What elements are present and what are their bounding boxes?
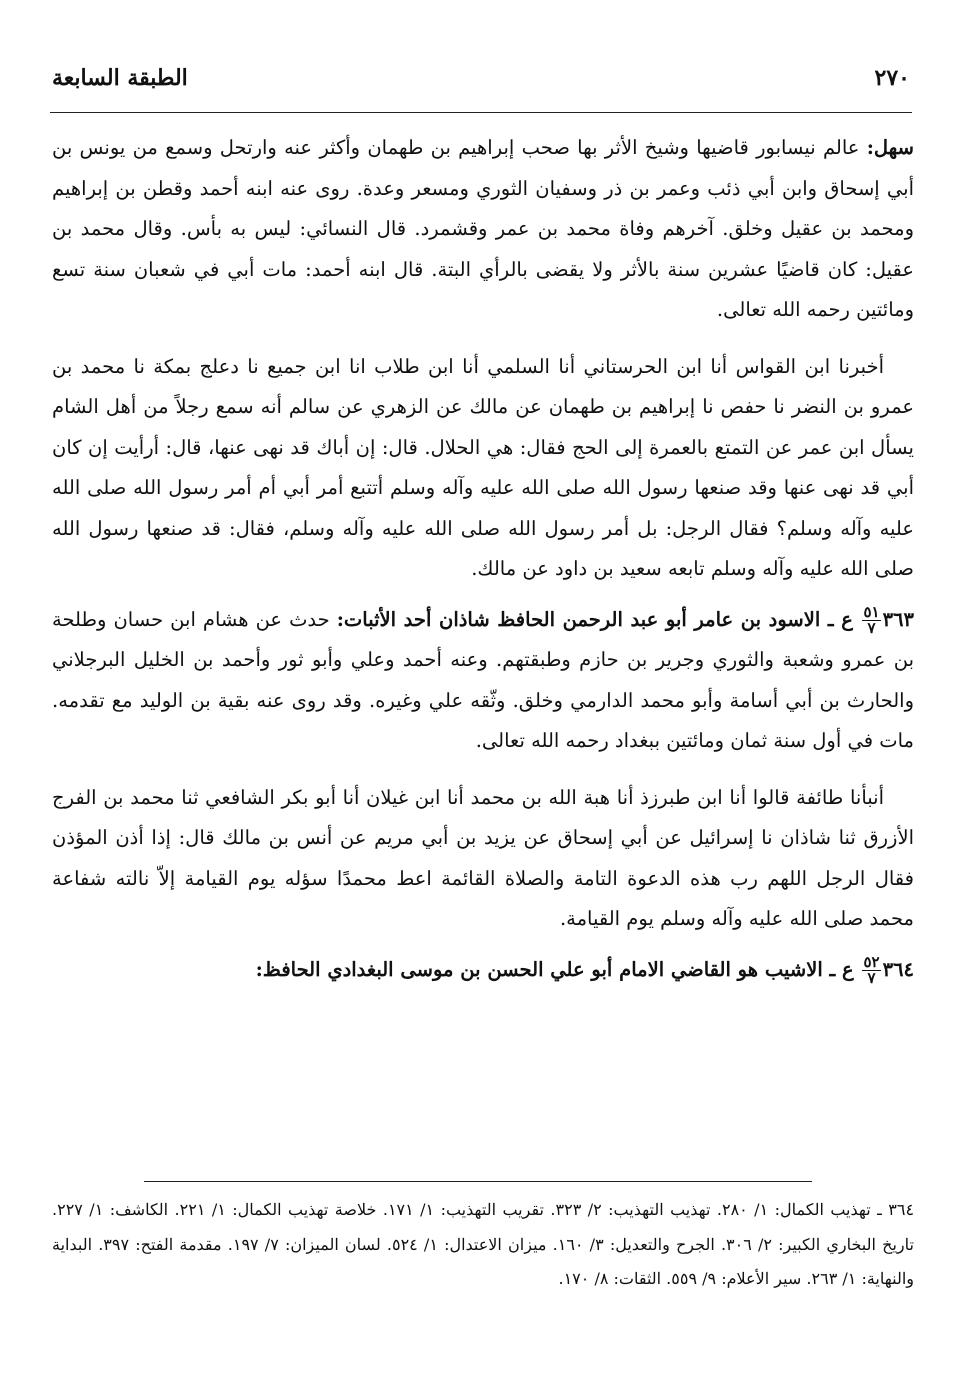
- page-header: [52, 58, 910, 98]
- entry-number: ٣٦٣: [882, 607, 914, 631]
- footnote-364: ٣٦٤ ـ تهذيب الكمال: ١/ ٢٨٠. تهذيب التهذيب: ٢/ ٣٢٣. تقريب التهذيب: ١/ ١٧١. خلاصة تهذيب الكمال: ١/ ٢٢١. الكاشف: ١/ ٢٢٧. تاريخ البخاري الكبير: ٢/ ٣٠٦. الجرح والتعديل: ٣/ ١٦٠. ميزان الاعتدال: ١/ ٥٢٤. لسان الميزان: ٧/ ١٩٧. مقدمة الفتح: ٣٩٧. البداية والنهاية: ١/ ٢٦٣. سير الأعلام: ٩/ ٥٥٩. الثقات: ٨/ ١٧٠.: [52, 1200, 915, 1288]
- paragraph-gap: [52, 590, 914, 600]
- paragraph-text: أخبرنا ابن القواس أنا ابن الحرستاني أنا السلمي أنا ابن طلاب انا ابن جميع نا دعلج بمكة نا محمد بن عمرو بن النضر نا حفص نا إبراهيم بن طهمان عن مالك عن الزهري عن سالم أنه سمع رجلاً من أهل الشام يسأل ابن عمر عن التمتع بالعمرة إلى الحج فقال: هي الحلال. قال: إن أباك قد نهى عنها، قال: أرأيت إن كان أبي قد نهى عنها وقد صنعها رسول الله صلى الله عليه وآله وسلم أتتبع أمر أبي أم أمر رسول الله صلى الله عليه وآله وسلم؟ فقال الرجل: بل أمر رسول الله صلى الله عليه وآله وسلم، فقال: قد صنعها رسول الله صلى الله عليه وآله وسلم تابعه سعيد بن داود عن مالك.: [52, 354, 914, 580]
- entry-heading: ع ـ الاسود بن عامر أبو عبد الرحمن الحافظ شاذان أحد الأثبات:: [336, 607, 861, 631]
- entry-364: [52, 950, 914, 991]
- footnote-rule: [144, 1181, 812, 1182]
- footnotes: [52, 1193, 914, 1297]
- paragraph-gap: [52, 331, 914, 347]
- fraction-numerator: ٥٢: [863, 952, 880, 971]
- entry-lead-name: سهل:: [866, 136, 914, 159]
- header-rule: [50, 112, 912, 113]
- paragraph-hadith-1: [52, 347, 914, 590]
- entry-number: ٣٦٤: [882, 957, 914, 981]
- entry-fraction: [862, 602, 880, 637]
- paragraph-gap: [52, 762, 914, 778]
- paragraph-sahl: [52, 128, 914, 331]
- paragraph-text: حدث عن هشام ابن حسان وطلحة بن عمرو وشعبة والثوري وجرير بن حازم وطبقتهم. وعنه أحمد وعلي وأبو ثور وأحمد بن الخليل البرجلاني والحارث بن أبي أسامة وأبو محمد الدارمي وخلق. وثّقه علي وغيره. وقد روى عنه بقية بن الوليد مع تقدمه. مات في أول سنة ثمان ومائتين ببغداد رحمه الله تعالى.: [52, 607, 914, 752]
- fraction-denominator: ٧: [867, 618, 876, 637]
- page-number: ٢٧٠: [874, 65, 910, 91]
- entry-fraction: [862, 952, 880, 987]
- entry-heading: ع ـ الاشيب هو القاضي الامام أبو علي الحسن بن موسى البغدادي الحافظ:: [255, 957, 861, 981]
- paragraph-hadith-2: [52, 778, 914, 940]
- fraction-denominator: ٧: [867, 968, 876, 987]
- running-title: الطبقة السابعة: [52, 65, 188, 91]
- fraction-numerator: ٥١: [863, 602, 880, 621]
- entry-363: [52, 600, 914, 762]
- paragraph-gap: [52, 940, 914, 950]
- paragraph-text: عالم نيسابور قاضيها وشيخ الأثر بها صحب إبراهيم بن طهمان وأكثر عنه وارتحل وسمع من يونس بن أبي إسحاق وابن أبي ذئب وعمر بن ذر وسفيان الثوري ومسعر وعدة. روى عنه ابنه أحمد وقطن بن إبراهيم ومحمد بن عقيل وخلق. آخرهم وفاة محمد بن عمر وقشمرد. قال النسائي: ليس به بأس. وقال محمد بن عقيل: كان قاضيًا عشرين سنة بالأثر ولا يقضى بالرأي البتة. قال ابنه أحمد: مات أبي في شعبان سنة تسع ومائتين رحمه الله تعالى.: [52, 136, 914, 321]
- main-text: [52, 128, 914, 990]
- paragraph-text: أنبأنا طائفة قالوا أنا ابن طبرزذ أنا هبة الله بن محمد أنا ابن غيلان أنا أبو بكر الشافعي ثنا محمد بن الفرج الأزرق ثنا شاذان نا إسرائيل عن أبي إسحاق عن يزيد بن أبي مريم عن أنس بن مالك قال: إذا أذن المؤذن فقال الرجل اللهم رب هذه الدعوة التامة والصلاة القائمة اعط محمدًا سؤله يوم القيامة إلاّ نالته شفاعة محمد صلى الله عليه وآله وسلم يوم القيامة.: [52, 785, 914, 930]
